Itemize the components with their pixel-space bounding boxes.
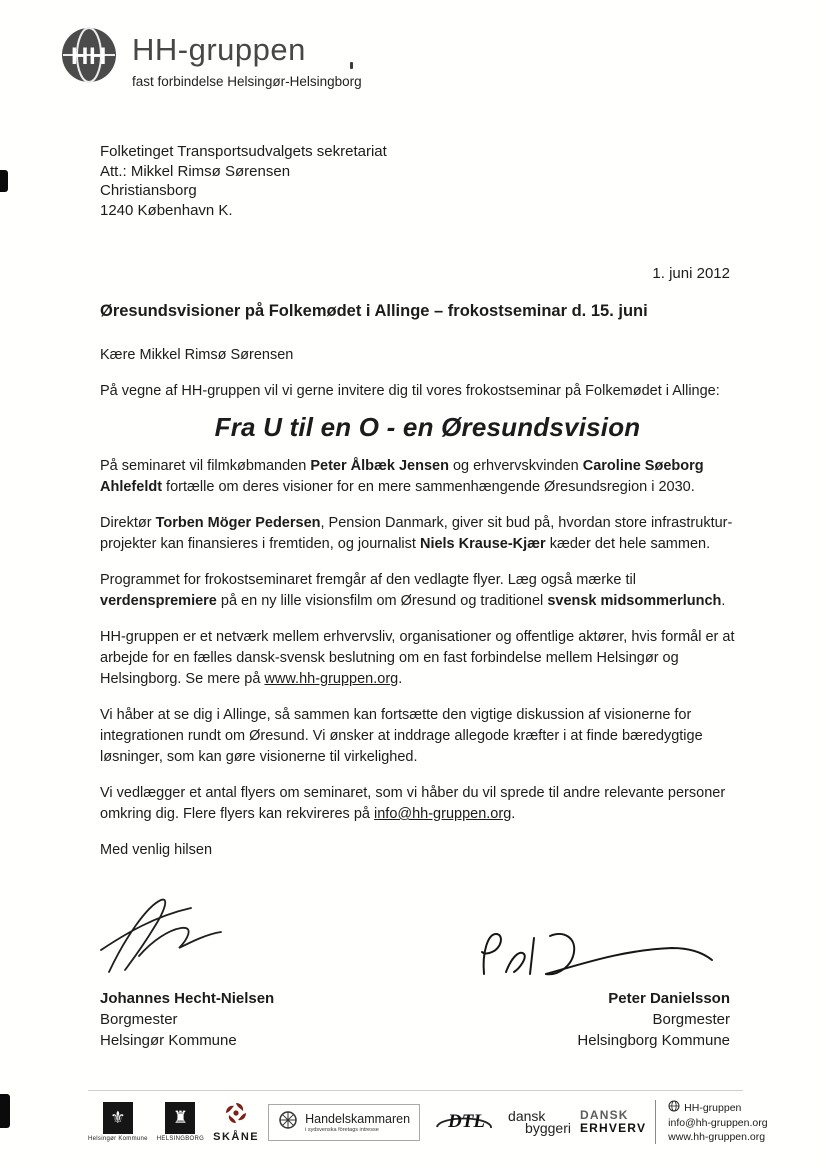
logo-helsingor-kommune bbox=[88, 1102, 148, 1142]
company-tagline: fast forbindelse Helsingør-Helsingborg bbox=[132, 74, 362, 89]
letterhead-text bbox=[132, 26, 362, 89]
text-run: svensk midsommerlunch bbox=[547, 593, 722, 609]
logo-sublabel: ERHVERV bbox=[579, 1121, 647, 1135]
intro-paragraph: På vegne af HH-gruppen vil vi gerne invitere dig til vores frokostseminar på Folkemødet i Allinge: bbox=[100, 383, 720, 399]
text-run: . bbox=[398, 671, 403, 687]
text-run: fortælle om deres visioner for en mere sammenhængende Øresundsregion i 2030. bbox=[162, 479, 695, 495]
logo-label: SKÅNE bbox=[213, 1131, 260, 1143]
address-line: Att.: Mikkel Rimsø Sørensen bbox=[100, 162, 291, 180]
inline-link[interactable]: info@hh-gruppen.org bbox=[374, 806, 512, 822]
logo-dansk-byggeri bbox=[508, 1110, 571, 1134]
globe-icon bbox=[668, 1100, 680, 1116]
text-run: Vi vedlægger et antal flyers om seminaret, som vi håber du vil sprede til andre relevante personer omkring dig. Flere flyers kan rekvireres på bbox=[100, 785, 726, 822]
text-run: kæder det hele sammen. bbox=[545, 536, 711, 552]
company-name: HH-gruppen bbox=[132, 32, 306, 67]
handelskammaren-wheel-icon bbox=[278, 1110, 298, 1135]
signer-title: Borgmester bbox=[652, 1011, 730, 1028]
body-paragraph-4 bbox=[100, 627, 755, 690]
text-run: Vi håber at se dig i Allinge, så sammen kan fortsætte den vigtige diskussion af visionerne for integrationen rundt om Øresund. Vi ønsker at inddrage allegode kræfter i at finde bæredygtige løsninger, som kan gøre visionerne til virkelighed. bbox=[100, 707, 703, 765]
hh-gruppen-globe-logo-icon bbox=[60, 26, 118, 89]
logo-sublabel: i sydsvenska företags intresse bbox=[305, 1126, 379, 1133]
letter-body bbox=[100, 345, 755, 876]
skane-swirl-icon bbox=[224, 1112, 248, 1129]
footer-contact-block bbox=[655, 1100, 767, 1144]
logo-label: Helsingør Kommune bbox=[88, 1136, 148, 1142]
text-run: og erhvervskvinden bbox=[448, 458, 583, 474]
logo-label: DTL bbox=[448, 1110, 485, 1132]
signer-name: Johannes Hecht-Nielsen bbox=[100, 990, 275, 1007]
signer-name: Peter Danielsson bbox=[608, 990, 730, 1007]
letter-date: 1. juni 2012 bbox=[652, 265, 730, 282]
scan-artifact bbox=[0, 170, 8, 192]
text-run: Peter Ålbæk Jensen bbox=[310, 458, 449, 474]
text-run: På seminaret vil filmkøbmanden bbox=[100, 458, 311, 474]
address-line: 1240 København K. bbox=[100, 201, 233, 219]
contact-web[interactable]: www.hh-gruppen.org bbox=[668, 1131, 766, 1143]
signer-org: Helsingør Kommune bbox=[100, 1032, 237, 1049]
recipient-address bbox=[100, 142, 387, 220]
body-paragraph-3 bbox=[100, 570, 755, 612]
closing-line: Med venlig hilsen bbox=[100, 842, 213, 858]
signature-block-right bbox=[577, 988, 730, 1051]
subject-line: Øresundsvisioner på Folkemødet i Allinge – frokostseminar d. 15. juni bbox=[100, 302, 648, 320]
signer-title: Borgmester bbox=[100, 1011, 178, 1028]
contact-name-row bbox=[668, 1100, 767, 1116]
inline-link[interactable]: www.hh-gruppen.org bbox=[264, 671, 399, 687]
signer-org: Helsingborg Kommune bbox=[577, 1032, 730, 1049]
logo-label: Handelskammaren bbox=[305, 1111, 411, 1126]
footer-logo-bar bbox=[88, 1090, 768, 1153]
logo-dansk-erhverv bbox=[580, 1109, 646, 1135]
logo-label: HELSINGBORG bbox=[156, 1136, 205, 1142]
contact-email[interactable]: info@hh-gruppen.org bbox=[668, 1117, 768, 1129]
letterhead bbox=[60, 26, 362, 89]
signature-block-left bbox=[100, 988, 274, 1051]
body-paragraph-5 bbox=[100, 705, 755, 768]
text-run: verdenspremiere bbox=[100, 593, 217, 609]
svg-text:H: H bbox=[71, 43, 89, 70]
signature-johannes-hecht-nielsen bbox=[95, 890, 265, 990]
handelskammaren-text bbox=[305, 1112, 410, 1133]
logo-label: DANSK bbox=[579, 1108, 629, 1122]
body-paragraph-1 bbox=[100, 456, 755, 498]
text-run: . bbox=[721, 593, 726, 609]
logo-handelskammaren bbox=[268, 1104, 420, 1141]
helsingor-emblem-icon: ⚜ bbox=[103, 1102, 133, 1134]
text-run: Niels Krause-Kjær bbox=[419, 536, 546, 552]
address-line: Christiansborg bbox=[100, 182, 197, 199]
body-paragraph-6 bbox=[100, 783, 755, 825]
salutation: Kære Mikkel Rimsø Sørensen bbox=[100, 347, 294, 363]
contact-name: HH-gruppen bbox=[684, 1102, 742, 1114]
text-run: HH-gruppen er et netværk mellem erhvervsliv, organisationer og offentlige aktører, hvis formål er at arbejde for en fælles dansk-svensk beslutning om en fast forbindelse mellem Helsingør og Helsingborg. Se mere på bbox=[100, 629, 735, 687]
text-run: Direktør bbox=[100, 515, 156, 531]
logo-skane bbox=[213, 1101, 259, 1143]
text-run: Programmet for frokostseminaret fremgår af den vedlagte flyer. Læg også mærke til bbox=[100, 572, 636, 588]
logo-dtl bbox=[429, 1107, 499, 1138]
signature-peter-danielsson bbox=[472, 922, 722, 997]
logo-sublabel: byggeri bbox=[525, 1120, 571, 1136]
text-run: på en ny lille visionsfilm om Øresund og traditionel bbox=[216, 593, 548, 609]
seminar-headline: Fra U til en O - en Øresundsvision bbox=[214, 412, 641, 442]
logo-label: dansk bbox=[508, 1108, 546, 1124]
address-line: Folketinget Transportsudvalgets sekretariat bbox=[100, 143, 387, 160]
helsingborg-emblem-icon: ♜ bbox=[165, 1102, 195, 1134]
text-run: . bbox=[511, 806, 516, 822]
svg-text:H: H bbox=[89, 43, 107, 70]
logo-helsingborg bbox=[157, 1102, 204, 1142]
body-paragraph-2 bbox=[100, 513, 755, 555]
text-run: Torben Möger Pedersen bbox=[155, 515, 321, 531]
text-run: Caroline Søeborg Ahlefeldt bbox=[100, 458, 704, 495]
text-run: , Pension Danmark, giver sit bud på, hvordan store infrastruktur-projekter kan finansieres i fremtiden, og journalist bbox=[100, 515, 733, 552]
scan-artifact bbox=[0, 1094, 10, 1128]
